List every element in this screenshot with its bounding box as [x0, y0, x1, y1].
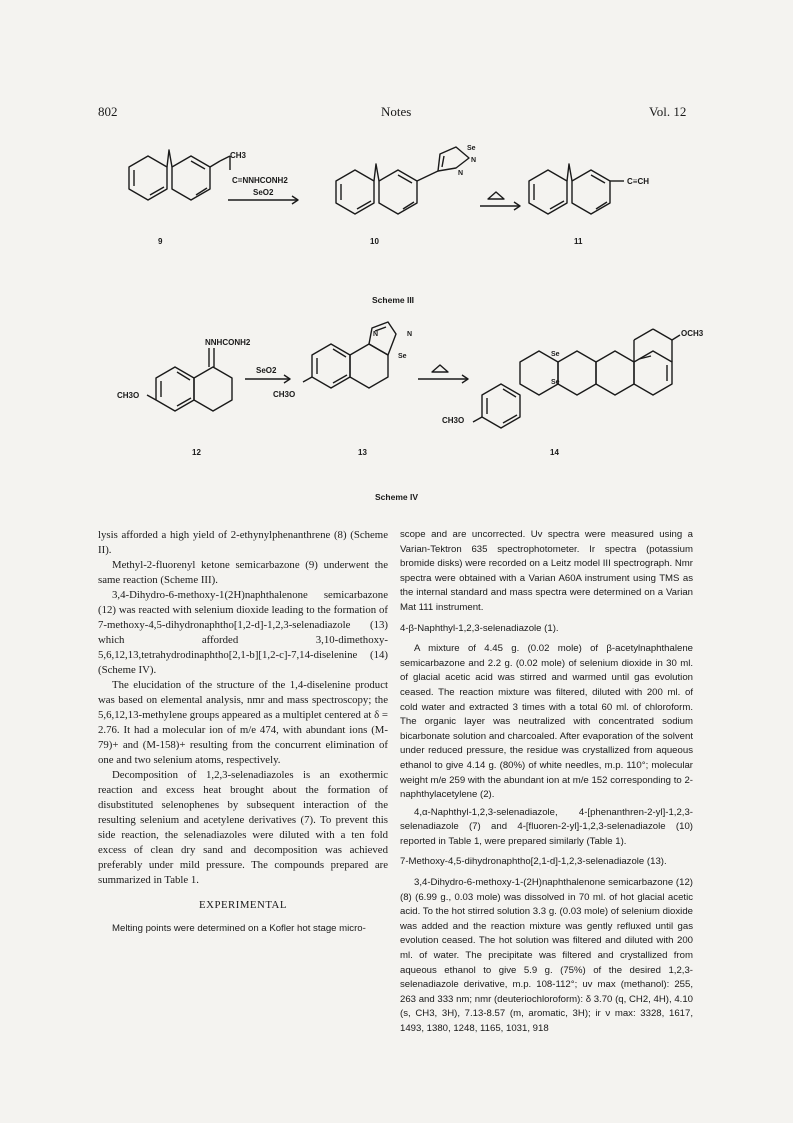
label-ch3o-14: CH3O [442, 416, 465, 425]
paragraph: scope and are uncorrected. Uv spectra were measured using a Varian-Tektron 635 spectrophotometer. Ir spectra (potassium bromide disks) were recorded on a Leitz model III spectrograph. Nmr spectra were obtained with a Varian A60A instrument using TMS as the internal standard and mass spectra were determined on a Varian Mat 111 instrument. [400, 529, 693, 613]
paragraph: The elucidation of the structure of the 1,4-diselenine product was based on elemental analysis, nmr and mass spectroscopy; the 5,6,12,13-methylene groups appeared as a multiplet centered at δ = 2.76. It had a molecular ion of m/e 474, with abundant ions (M-79)+ and (M-158)+ resulting from the concurrent elimination of one and two selenium atoms, respectively. [98, 679, 388, 766]
compound-number-11: 11 [574, 237, 583, 246]
label-reagent-seo2-2: SeO2 [256, 366, 277, 375]
subheading-compound-13: 7-Methoxy-4,5-dihydronaphtho[2,1-d]-1,2,3-selenadiazole (13). [400, 856, 667, 868]
scheme-iv-caption: Scheme IV [375, 492, 418, 502]
compound-number-13: 13 [358, 448, 367, 457]
structure-compound-9 [129, 150, 230, 200]
structure-compound-12 [147, 348, 232, 411]
compound-number-12: 12 [192, 448, 201, 457]
page-number: 802 [98, 104, 118, 119]
compound-number-10: 10 [370, 237, 379, 246]
paragraph: Melting points were determined on a Kofler hot stage micro- [112, 923, 366, 934]
heat-arrow-2 [418, 365, 468, 383]
structure-compound-10 [336, 147, 469, 214]
heat-arrow-1 [480, 192, 520, 210]
label-reagent-seo2-1: SeO2 [253, 188, 274, 197]
label-semicarbazone: C=NNHCONH2 [232, 176, 288, 185]
reaction-arrow-2 [245, 375, 290, 383]
section-heading-experimental: EXPERIMENTAL [199, 899, 287, 911]
label-n2-10: N [458, 170, 464, 177]
paragraph: 3,4-Dihydro-6-methoxy-1-(2H)naphthalenone semicarbazone (12) (8) (6.99 g., 0.03 mole) was dissolved in 70 ml. of hot glacial acetic acid. To the hot stirred solution 3.3 g. (0.03 mole) of selenium dioxide was added and the reaction mixture was gently refluxed until gas evolution ceased. The hot solution was filtered and diluted with 200 ml. of water. The precipitate was filtered and crystallized from aqueous ethanol to give 5.9 g. (75%) of the desired 1,2,3-selenadiazole derivative, m.p. 108-112°; uv max (methanol): 255, 263 and 333 nm; nmr (deuteriochloroform): δ 3.70 (q, CH2, 4H), 4.10 (s, CH3, 3H), 7.13-8.57 (m, aromatic, 3H); ir ν max: 3328, 1617, 1493, 1380, 1248, 1165, 1031, 918 [400, 877, 693, 1034]
paragraph: Decomposition of 1,2,3-selenadiazoles is an exothermic reaction and excess heat brought about the formation of disubstituted selenophenes by subsequent interaction of the resulting selenium and acetylene derivatives (7). To prevent this side reaction, the selenadiazoles were diluted with a ten fold excess of clean dry sand and decomposition was achieved preferably under mild pressure. The compounds prepared are summarized in Table 1. [98, 769, 388, 886]
label-nnhconh2: NNHCONH2 [205, 338, 251, 347]
label-ch3o-13: CH3O [273, 390, 296, 399]
subheading-compound-1: 4-β-Naphthyl-1,2,3-selenadiazole (1). [400, 622, 559, 634]
label-n1-10: N [471, 157, 477, 164]
left-text-column [98, 528, 388, 936]
paragraph: 3,4-Dihydro-6-methoxy-1(2H)naphthalenone semicarbazone (12) was reacted with selenium dioxide leading to the formation of 7-methoxy-4,5-dihydronaphtho[1,2-d]-1,2,3-selenadiazole (13) which afforded 3,10-dimethoxy-5,6,12,13,tetrahydrodinaphtho[2,1-b][1,2-c]-7,14-diselenine (14) (Scheme IV). [98, 589, 388, 676]
reaction-arrow-1 [228, 196, 298, 204]
structure-compound-13 [303, 322, 396, 388]
label-se-10: Se [467, 145, 476, 152]
label-n1-13: N [373, 331, 379, 338]
scheme-iii-caption: Scheme III [372, 295, 415, 305]
paragraph: 4,α-Naphthyl-1,2,3-selenadiazole, 4-[phenanthren-2-yl]-1,2,3-selenadiazole (7) and 4-[fluoren-2-yl]-1,2,3-selenadiazole (10) reported in Table 1, were prepared similarly (Table 1). [400, 806, 693, 847]
compound-number-14: 14 [550, 448, 559, 457]
structure-compound-14 [473, 329, 680, 428]
label-se2-14: Se [551, 379, 560, 386]
label-och3-14: OCH3 [681, 329, 704, 338]
section-title: Notes [381, 104, 412, 119]
label-se1-14: Se [551, 351, 560, 358]
compound-number-9: 9 [158, 237, 163, 246]
structure-compound-11 [529, 164, 624, 214]
paragraph: A mixture of 4.45 g. (0.02 mole) of β-acetylnaphthalene semicarbazone and 2.2 g. (0.02 mole) of selenium dioxide in 30 ml. of glacial acetic acid was stirred and warmed until gas evolution ceased. The reaction mixture was filtered, diluted with 200 ml. of cold water and extracted 3 times with a total 60 ml. of chloroform. The organic layer was neutralized with concentrated sodium bicarbonate solution and charcoaled. After evaporation of the solvent under reduced pressure, the residue was crystallized from aqueous ethanol to give 4.14 g. (80%) of white needles, m.p. 110°; molecular weight m/e 259 with the abundant ion at m/e 152 corresponding to 2-naphthylacetylene (2). [400, 643, 693, 801]
scheme-labels [117, 145, 704, 502]
volume-label: Vol. 12 [649, 104, 687, 119]
label-alkyne: C≡CH [627, 177, 649, 186]
reaction-schemes [0, 0, 793, 520]
paragraph: lysis afforded a high yield of 2-ethynylphenanthrene (8) (Scheme II). [98, 529, 388, 556]
label-ch3o-12: CH3O [117, 391, 140, 400]
label-ch3: CH3 [230, 151, 247, 160]
label-se-13: Se [398, 353, 407, 360]
paragraph: Methyl-2-fluorenyl ketone semicarbazone (9) underwent the same reaction (Scheme III). [98, 559, 388, 586]
label-n2-13: N [407, 331, 413, 338]
right-text-column [400, 528, 693, 1037]
